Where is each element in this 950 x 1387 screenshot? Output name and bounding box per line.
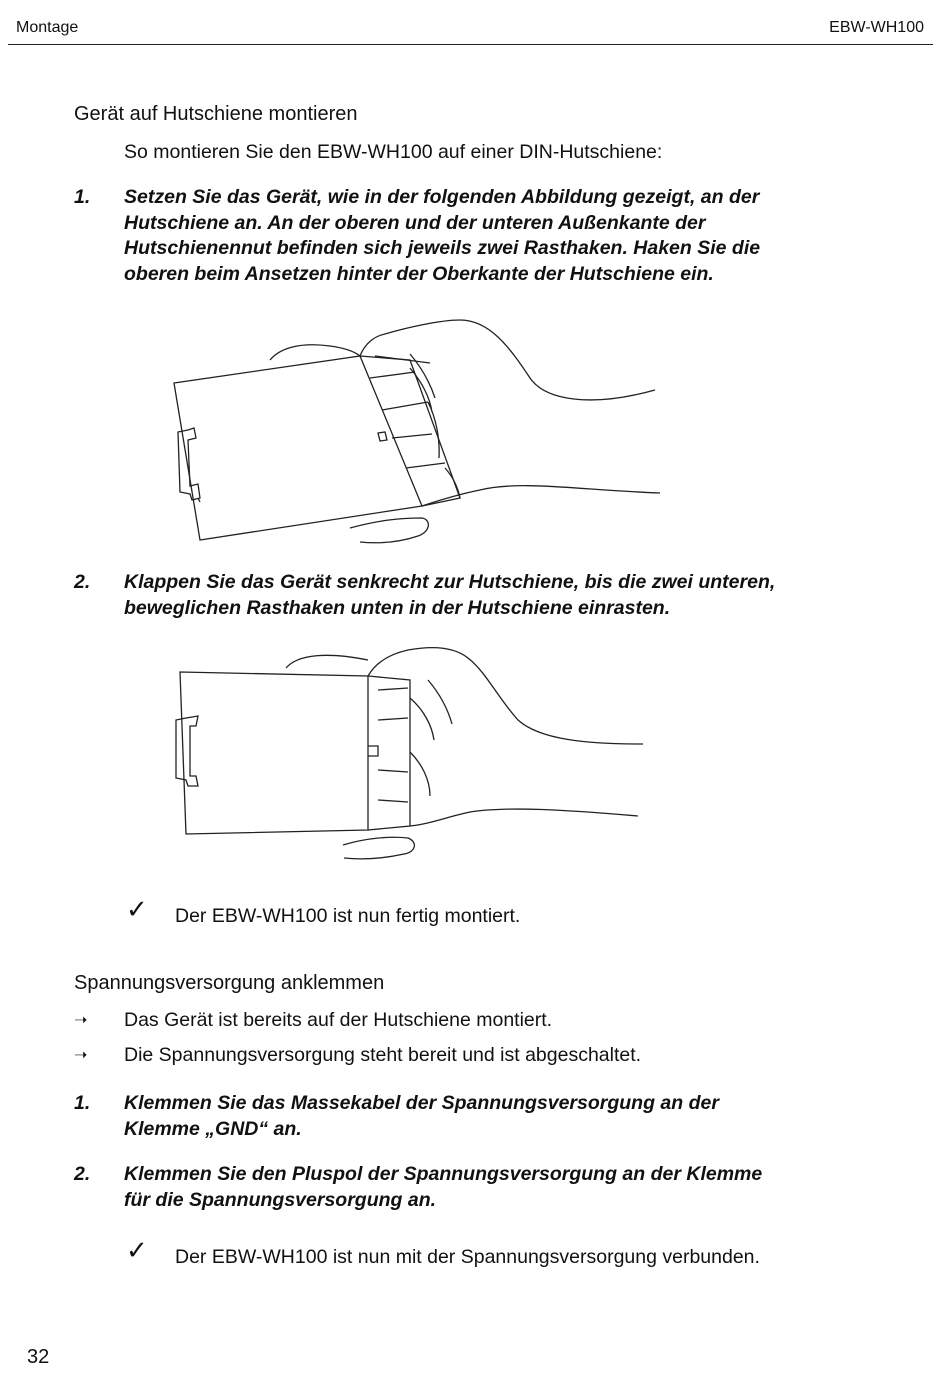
step-text: Klemmen Sie das Massekabel der Spannungsversorgung an der Klemme „GND“ an.: [124, 1092, 719, 1140]
section-heading-power: Spannungsversorgung anklemmen: [74, 972, 385, 994]
power-prereq-1: Das Gerät ist bereits auf der Hutschiene montiert.: [124, 1009, 553, 1031]
power-step-2: [74, 1162, 874, 1214]
header-section-title: Montage: [16, 19, 79, 36]
step-number: 2.: [74, 1163, 91, 1185]
step-number: 1.: [74, 1092, 91, 1114]
arrow-bullet-icon: ➝: [74, 1012, 88, 1029]
page-number: 32: [27, 1346, 50, 1368]
check-icon: ✓: [126, 894, 148, 924]
step-text: Klemmen Sie den Pluspol der Spannungsversorgung an der Klemme für die Spannungsversorgung an.: [124, 1163, 763, 1211]
arrow-bullet-icon: ➝: [74, 1047, 88, 1064]
step-number: 2.: [74, 571, 91, 593]
mount-step-2: [74, 570, 874, 622]
header-product-name: EBW-WH100: [829, 19, 924, 36]
power-step-1: [74, 1091, 874, 1143]
mount-step-1: [74, 185, 874, 289]
check-icon: ✓: [126, 1235, 148, 1265]
section-heading-mount: Gerät auf Hutschiene montieren: [74, 103, 358, 125]
mount-intro: So montieren Sie den EBW-WH100 auf einer DIN-Hutschiene:: [124, 141, 663, 163]
header-divider: [8, 44, 933, 45]
power-prereq-2: Die Spannungsversorgung steht bereit und ist abgeschaltet.: [124, 1044, 642, 1066]
step-number: 1.: [74, 186, 91, 208]
power-result: Der EBW-WH100 ist nun mit der Spannungsversorgung verbunden.: [175, 1246, 760, 1268]
mount-result: Der EBW-WH100 ist nun fertig montiert.: [175, 905, 521, 927]
figure-device-hooked-on-rail: [160, 308, 660, 558]
step-text: Klappen Sie das Gerät senkrecht zur Hutschiene, bis die zwei unteren, beweglichen Rasthaken unten in der Hutschiene einrasten.: [124, 571, 776, 619]
step-text: Setzen Sie das Gerät, wie in der folgenden Abbildung gezeigt, an der Hutschiene an. An der oberen und der unteren Außenkante der Hutschienennut befinden sich jeweils zwei Rasthaken. Haken Sie die oberen beim Ansetzen hinter der Oberkante der Hutschiene ein.: [124, 186, 761, 285]
figure-device-snapped-on-rail: [168, 640, 648, 875]
